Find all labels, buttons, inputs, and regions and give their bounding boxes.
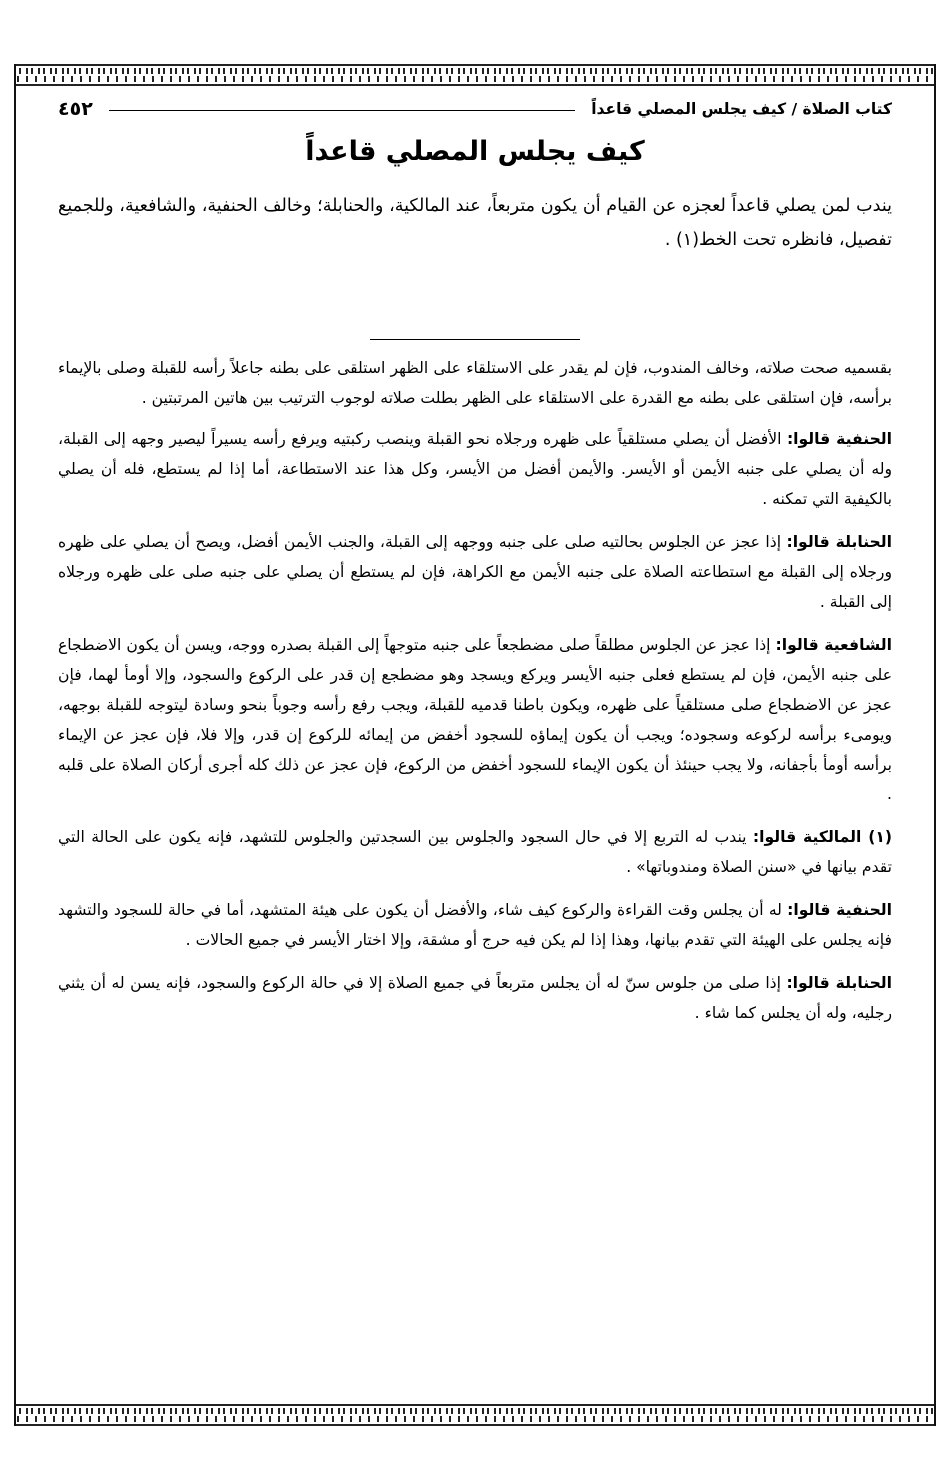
footnote-separator <box>370 339 580 340</box>
footnotes-block <box>58 354 892 1029</box>
ornamental-border-bottom <box>14 1404 936 1426</box>
school-text: إذا عجز عن الجلوس مطلقاً صلى مضطجعاً على جنبه متوجهاً إلى القبلة بصدره ووجه، ويسن أن يكون الاضطجاع على جنبه الأيمن، فإن لم يستطع فعلى جنبه الأيسر ويركع ويسجد وهو مضطجع إن قدر على الركوع والسجود، وإلا أومأ لهما، فإن عجز عن الاضطجاع صلى مستلقياً على ظهره، ويكون باطنا قدميه للقبلة، ويجب رفع رأسه وجوباً بنحو وسادة ليتوجه للقبلة بوجهه، ويومىء برأسه لركوعه وسجوده؛ ويجب أن يكون إيماؤه للسجود أخفض من إيمائه للركوع إن قدر، وإلا فلا، فإن عجز عن الإيماء برأسه أومأ بأجفانه، ولا يجب حينئذ أن يكون الإيماء للسجود أخفض من الركوع، فإن عجز عن ذلك كله أجرى أركان الصلاة على قلبه . <box>58 635 892 804</box>
school-text: له أن يجلس وقت القراءة والركوع كيف شاء، والأفضل أن يكون على هيئة المتشهد، أما في حالة للسجود والتشهد فإنه يجلس على الهيئة التي تقدم بيانها، وهذا إذا لم يكن فيه حرج أو مشقة، وإلا اختار الأيسر في جميع الحالات . <box>58 901 892 950</box>
school-label: الحنابلة قالوا: <box>786 974 893 993</box>
ornamental-border-top <box>14 64 936 86</box>
running-head-rule <box>109 110 575 111</box>
running-head-text: كتاب الصلاة / كيف يجلس المصلي قاعداً <box>591 100 892 118</box>
school-label: الحنفية قالوا: <box>787 901 893 920</box>
intro-paragraph: يندب لمن يصلي قاعداً لعجزه عن القيام أن يكون متربعاً، عند المالكية، والحنابلة؛ وخالف الحنفية، والشافعية، وللجميع تفصيل، فانظره تحت الخط(١) . <box>58 196 892 251</box>
footnote-item <box>58 425 892 515</box>
school-label: الحنابلة قالوا: <box>786 532 892 551</box>
footnote-item <box>58 528 892 618</box>
school-text: إذا عجز عن الجلوس بحالتيه صلى على جنبه ووجهه إلى القبلة، والجنب الأيمن أفضل، ويصح أن يصلي على ظهره ورجلاه إلى القبلة مع استطاعته الصلاة على جنبه الأيمن مع الكراهة، فإن لم يستطع أن يصلي على جنبه صلى على ظهره ورجلاه إلى القبلة . <box>58 532 892 611</box>
footnote-item <box>58 969 892 1029</box>
page-content <box>58 96 892 1398</box>
school-text: يندب له التربع إلا في حال السجود والجلوس بين السجدتين والجلوس للتشهد، فإنه يكون على الحالة التي تقدم بيانها في «سنن الصلاة ومندوباتها» . <box>58 828 892 877</box>
school-label: الشافعية قالوا: <box>775 635 892 654</box>
page-number: ٤٥٢ <box>58 98 93 120</box>
footnote-item <box>58 631 892 811</box>
page-frame-left-rule <box>14 64 16 1426</box>
page-frame-right-rule <box>934 64 936 1426</box>
school-label: (١) المالكية قالوا: <box>752 828 892 847</box>
footnote-item <box>58 823 892 883</box>
footnote-separator-wrap <box>58 261 892 354</box>
school-label: الحنفية قالوا: <box>786 430 893 449</box>
page-title: كيف يجلس المصلي قاعداً <box>305 136 645 167</box>
school-text: الأفضل أن يصلي مستلقياً على ظهره ورجلاه نحو القبلة وينصب ركبتيه ويرفع رأسه يسيراً ليصير وجهه إلى القبلة، وله أن يصلي على جنبه الأيمن أو الأيسر. والأيمن أفضل من الأيسر، وكل هذا عند الاستطاعة، أما إذا لم يستطع، فله أن يصلي بالكيفية التي تمكنه . <box>58 430 892 508</box>
footnote-continued: بقسميه صحت صلاته، وخالف المندوب، فإن لم يقدر على الاستلقاء على الظهر استلقى على بطنه جاعلاً رأسه للقبلة وصلى بالإيماء برأسه، فإن استلقى على بطنه مع القدرة على الاستلقاء على الظهر بطلت صلاته لوجوب الترتيب بين هاتين المرتبتين . <box>58 359 892 408</box>
school-text: إذا صلى من جلوس سنّ له أن يجلس متربعاً في جميع الصلاة إلا في حالة الركوع والسجود، فإنه يسن له أن يثني رجليه، وله أن يجلس كما شاء . <box>58 974 892 1023</box>
footnote-item <box>58 896 892 956</box>
running-head <box>58 96 892 122</box>
